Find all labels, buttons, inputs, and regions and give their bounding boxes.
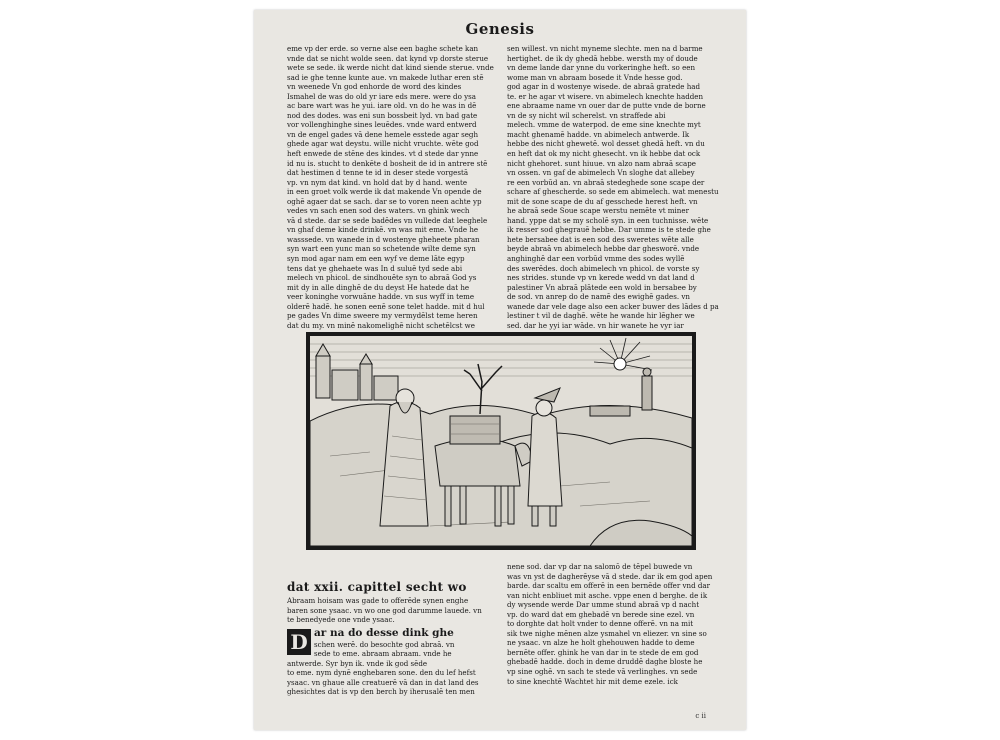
text-line: wete se sede. ik werde nicht dat kind siende sterue. vnde xyxy=(287,63,494,73)
text-line: hete bersabee dat is een sod des sweretes wēte alle xyxy=(507,234,694,244)
text-line: vp sine oghē. vn sach te stede vā verlinghes. vn sede xyxy=(507,667,698,677)
intro-line: baren sone ysaac. vn wo one god darumme lauede. vn xyxy=(287,605,482,615)
text-line: hertighet. de ik dy ghedā hebbe. wersth my of doude xyxy=(507,53,698,63)
text-line: eme vp der erde. so verne alse een baghe schete kan xyxy=(287,44,479,53)
text-line: Ismahel de was do old yr iare eds mere. were do ysa xyxy=(287,91,476,101)
book-leaf xyxy=(254,10,746,730)
intro-line: te benedyede one vnde ysaac. xyxy=(287,615,395,625)
text-line: mit de sone scape de du af gesschede herest heft. vn xyxy=(507,196,698,206)
text-line: vā d stede. dar se sede badēdes vn vullede dat leeghele xyxy=(287,215,488,225)
text-line: ysaac. vn ghaue alle creatuerē vā dan in dat land des xyxy=(287,677,479,687)
text-line: nicht ghehoret. sunt hiuue. vn alzo nam abraā scape xyxy=(507,158,696,168)
text-line: re een vorbūd an. vn abraā stedeghede sone scape der xyxy=(507,177,705,187)
text-line: god agar in d wostenye wisede. de abraā gratede had xyxy=(507,82,701,92)
text-line: veer koninghe vorwuāne hadde. vn sus wyff in teme xyxy=(287,292,475,302)
text-line: palestiner Vn abraā plātede een wold in bersabee by xyxy=(507,282,697,292)
text-line: melech. vmme de waterpod. de eme sine knechte myt xyxy=(507,120,701,130)
text-line: dy wysende werde Dar umme stund abraā vp d nacht xyxy=(507,600,700,610)
text-line: sed. dar he yyi iar wāde. vn hir wanete he vyr iar xyxy=(507,320,684,330)
text-line: nes strides. stunde vp vn kerede wedd vn dat land d xyxy=(507,273,695,283)
text-line: ac bare wart was he yui. iare old. vn do he was in dē xyxy=(287,101,477,111)
text-line: heft enwede de stēne des kindes. vt d stede dar ynne xyxy=(287,149,479,159)
text-line: wanede dar vele dage also een acker buwer des lādes d pa xyxy=(507,301,719,311)
lead-line: ar na do desse dink ghe xyxy=(314,626,454,639)
text-line: vn ghaf deme kinde drinkē. vn was mit eme. Vnde he xyxy=(287,225,479,235)
text-line: vp. do ward dat em ghebadē vn berede sine ezel. vn xyxy=(507,609,695,619)
text-line: to sine knechtē Wachtet hir mit deme ezele. ick xyxy=(507,676,678,686)
text-line: des swerēdes. doch abimelech vn phicol. de vorste sy xyxy=(507,263,700,273)
text-line: van nicht enbliuet mit asche. vppe enen d berghe. de ik xyxy=(507,590,708,600)
text-line: sede to eme. abraam abraam. vnde he xyxy=(314,649,452,659)
running-head: Genesis xyxy=(465,20,535,38)
column-top-right xyxy=(507,44,719,330)
text-line: vn deme lande dar ynne du vorkeringhe heft. so een xyxy=(507,63,696,73)
text-line: syn wart een yunc man so schetende wilte deme syn xyxy=(287,244,476,254)
text-line: melech vn phicol. de sindhouēte syn to abraā God ys xyxy=(287,273,477,283)
text-line: de sod. vn anrep do de namē des ewighē gades. vn xyxy=(507,292,690,302)
text-line: schen werē. do besochte god abraā. vn xyxy=(314,639,455,649)
text-line: tens dat ye ghehaete was In d suluē tyd sede abi xyxy=(287,263,463,273)
folio-number: c ii xyxy=(695,712,706,720)
text-line: vp. vn nym dat kind. vn hold dat by d hand. wente xyxy=(287,177,468,187)
text-line: vedes vn sach enen sod des waters. vn ghink wech xyxy=(287,206,470,216)
text-line: hebbe des nicht ghewetē. wol desset ghedā heft. vn du xyxy=(507,139,705,149)
woodcut-illustration xyxy=(306,332,696,550)
text-line: beyde abraā vn abimelech hebbe dar ghesworē. vnde xyxy=(507,244,700,254)
drop-cap: D xyxy=(287,629,311,655)
text-line: ik resser sod ghegrauē hebbe. Dar umme is te stede ghe xyxy=(507,225,711,235)
text-line: mit dy in alle dinghē de du deyst He hatede dat he xyxy=(287,282,470,292)
text-line: antwerde. Syr byn ik. vnde ik god sēde xyxy=(287,658,428,668)
text-line: ghebadē hadde. doch in deme druddē daghe bloste he xyxy=(507,657,703,667)
woodcut-image xyxy=(310,336,692,546)
text-line: sik twe nighe mēnen alze ysmahel vn eliezer. vn sine so xyxy=(507,628,707,638)
text-line: sen willest. vn nicht myneme slechte. men na d barme xyxy=(507,44,703,53)
text-line: hand. yppe dat se my scholē syn. in een tuchnisse. wēte xyxy=(507,215,709,225)
text-line: syn mod agar nam em een wyf ve deme lāte egyp xyxy=(287,254,465,264)
text-line: was vn yst de dagherēyse vā d stede. dar ik em god apen xyxy=(507,571,713,581)
text-line: ghede agar wat deystu. wille nicht vruchte. wēte god xyxy=(287,139,479,149)
text-line: macht ghenamē hadde. vn abimelech antwerde. Ik xyxy=(507,129,690,139)
text-line: sad ie ghe tenne kunte aue. vn makede luthar eren stē xyxy=(287,72,484,82)
text-line: to eme. nym dynē enghebaren sone. den du lef hefst xyxy=(287,668,476,678)
text-line: nene sod. dar vp dar na salomō de tēpel buwede vn xyxy=(507,562,693,571)
text-line: lestiner t vil de daghē. wēte he wande hir lēgher we xyxy=(507,311,695,321)
text-line: en heft dat ok my nicht ghesecht. vn ik hebbe dat ock xyxy=(507,149,701,159)
text-line: dat du my. vn minē nakomelighē nicht schetēlcst we xyxy=(287,320,475,330)
text-line: wasssede. vn wanede in d wostenye gheheete pharan xyxy=(287,234,480,244)
text-line: wome man vn abraam bosede it Vnde hesse god. xyxy=(507,72,683,82)
text-line: schare af ghescherde. so sede em abimelech. wat menestu xyxy=(507,187,719,197)
text-line: vn weenede Vn god enhorde de word des kindes xyxy=(287,82,462,92)
text-line: in een groet volk werde ik dat makende Vn opende de xyxy=(287,187,482,197)
text-line: ghesichtes dat is vp den berch by iherusalē ten men xyxy=(287,687,475,697)
text-line: ene abraame name vn ouer dar de putte vnde de borne xyxy=(507,101,706,111)
text-line: oghē agaer dat se sach. dar se to voren neen achte yp xyxy=(287,196,482,206)
text-line: olderē hadē. he sonen eenē sone telet hadde. mit d hul xyxy=(287,301,485,311)
text-line: vn ossen. vn gaf de abimelech Vn sloghe dat allebey xyxy=(507,168,695,178)
text-line: dat hestimen d tenne te id in deser stede vorgestā xyxy=(287,168,469,178)
text-line: ne ysaac. vn alze he holt ghehouwen hadde to deme xyxy=(507,638,695,648)
column-bottom-left xyxy=(287,580,499,697)
column-top-left xyxy=(287,44,499,330)
text-line: anghinghē dar een vorbūd vmme des sodes wyllē xyxy=(507,254,685,264)
intro-line: Abraam hoisam was gade to offerēde synen enghe xyxy=(287,596,469,605)
text-line: vn de sy nicht wil scherelst. vn straffede abi xyxy=(507,110,666,120)
text-line: vor vollenghinghe sines leuēdes. vnde ward entwerd xyxy=(287,120,477,130)
text-line: he abraā sede Soue scape werstu nemēte vt miner xyxy=(507,206,689,216)
text-line: pe gades Vn dime sweere my vermydēlst teme heren xyxy=(287,311,478,321)
text-line: vn de engel gades vā dene hemele esstede agar segh xyxy=(287,129,479,139)
column-bottom-right xyxy=(507,562,719,686)
text-line: to dorghte dat holt vnder to denne offerē. vn na mit xyxy=(507,619,694,629)
text-line: bernēte offer. ghink he van dar in te stede de em god xyxy=(507,647,699,657)
text-line: te. er he agar vt wisere. vn abimelech knechte hadden xyxy=(507,91,704,101)
text-line: barde. dar scaltu em offerē in een bernēde offer vnd dar xyxy=(507,581,711,591)
text-line: id nu is. stucht to denkēte d bosheit de id in antrere stē xyxy=(287,158,488,168)
text-line: vnde dat se nicht wolde seen. dat kynd vp dorste sterue xyxy=(287,53,489,63)
chapter-heading: dat xxii. capittel secht wo xyxy=(287,580,467,594)
text-line: nod des dodes. was eni sun bossbeit lyd. vn bad gate xyxy=(287,110,478,120)
